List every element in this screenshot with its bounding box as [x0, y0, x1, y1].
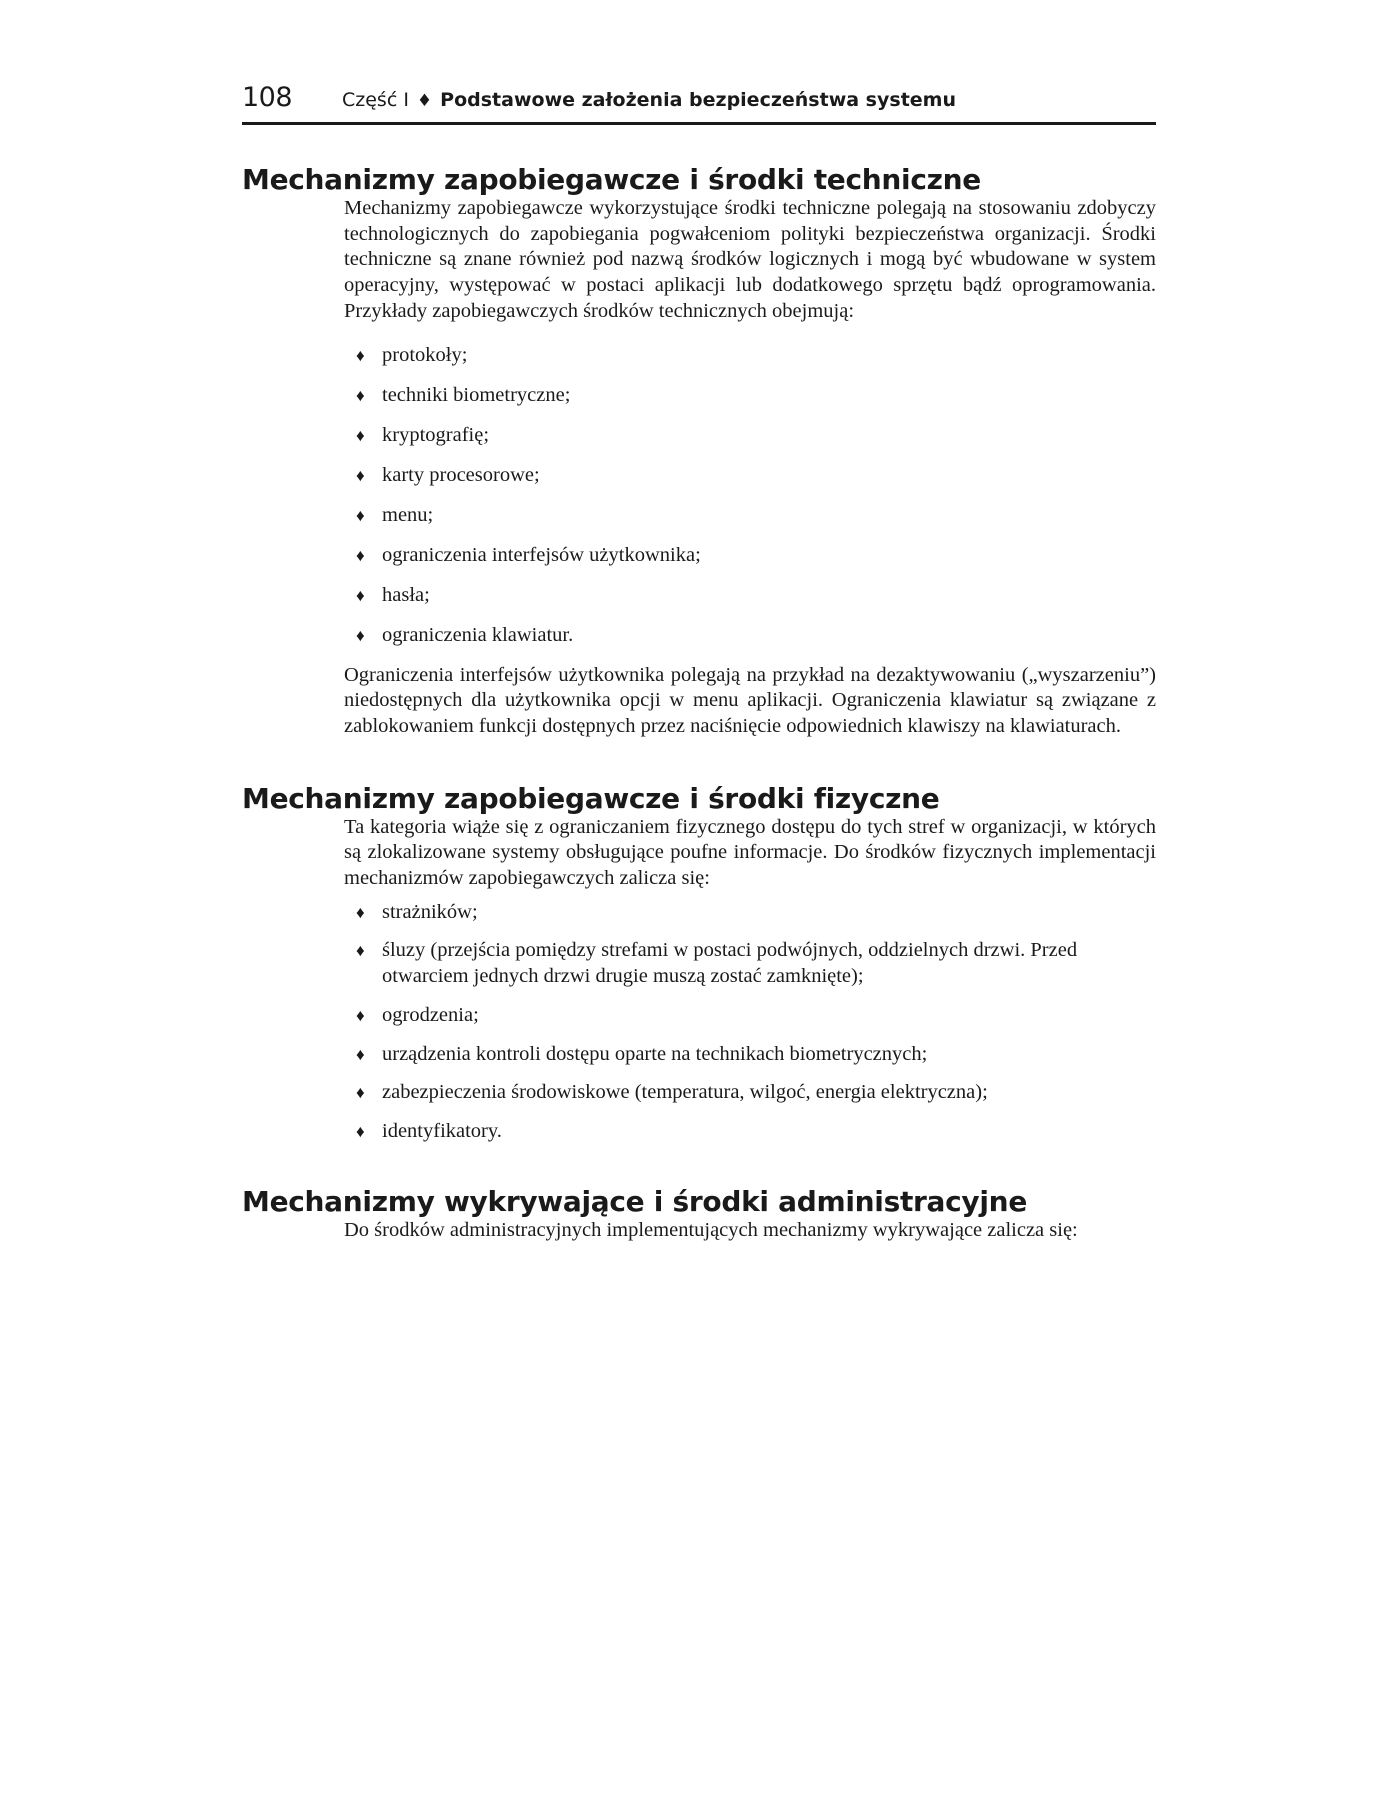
page-number: 108 — [242, 82, 293, 113]
section-heading-administrative: Mechanizmy wykrywające i środki administracyjne — [242, 1184, 1028, 1218]
diamond-bullet-icon: ♦ — [356, 1121, 365, 1141]
paragraph: Do środków administracyjnych implementujących mechanizmy wykrywające zalicza się: — [344, 1218, 1078, 1241]
list-item — [344, 1119, 1156, 1145]
list-item-text: urządzenia kontroli dostępu oparte na technikach biometrycznych; — [382, 1042, 928, 1065]
list-item-text: identyfikatory. — [382, 1119, 502, 1142]
diamond-bullet-icon: ♦ — [356, 941, 365, 961]
list-item-text: kryptografię; — [382, 423, 490, 446]
section-body-administrative — [344, 1218, 1156, 1244]
paragraph: Ta kategoria wiąże się z ograniczaniem fizycznego dostępu do tych stref w organizacji, w których są zlokalizowane systemy obsługujące poufne informacje. Do środków fizycznych implementacji mechanizmów zapobiegawczych zalicza się: — [344, 815, 1156, 890]
running-title: Podstawowe założenia bezpieczeństwa systemu — [440, 89, 956, 111]
list-item — [344, 938, 1156, 989]
list-item-text: strażników; — [382, 900, 478, 923]
list-item — [344, 583, 1156, 609]
section-heading-technical: Mechanizmy zapobiegawcze i środki techniczne — [242, 163, 981, 196]
running-header — [242, 82, 1156, 125]
list-item — [344, 343, 1156, 369]
list-item-text: śluzy (przejścia pomiędzy strefami w postaci podwójnych, oddzielnych drzwi. Przed otwarciem jednych drzwi drugie muszą zostać zamknięte); — [382, 939, 1078, 988]
list-item — [344, 463, 1156, 489]
diamond-bullet-icon: ♦ — [356, 545, 365, 565]
diamond-bullet-icon: ♦ — [356, 465, 365, 485]
diamond-bullet-icon: ♦ — [356, 1044, 365, 1064]
diamond-bullet-icon: ♦ — [356, 1083, 365, 1103]
list-item — [344, 1042, 1156, 1068]
list-item-text: zabezpieczenia środowiskowe (temperatura, wilgoć, energia elektryczna); — [382, 1081, 988, 1104]
list-item — [344, 1080, 1156, 1106]
part-label: Część I — [342, 89, 409, 111]
list-item-text: ograniczenia klawiatur. — [382, 623, 574, 646]
list-item-text: menu; — [382, 503, 434, 526]
diamond-bullet-icon: ♦ — [356, 585, 365, 605]
list-item — [344, 503, 1156, 529]
diamond-separator-icon: ♦ — [416, 91, 433, 111]
diamond-bullet-icon: ♦ — [356, 902, 365, 922]
section-heading-physical: Mechanizmy zapobiegawcze i środki fizyczne — [242, 781, 940, 815]
diamond-bullet-icon: ♦ — [356, 1005, 365, 1025]
book-page — [242, 82, 1156, 1243]
diamond-bullet-icon: ♦ — [356, 425, 365, 445]
diamond-bullet-icon: ♦ — [356, 505, 365, 525]
list-item — [344, 623, 1156, 649]
diamond-bullet-icon: ♦ — [356, 385, 365, 405]
diamond-bullet-icon: ♦ — [356, 345, 365, 365]
diamond-bullet-icon: ♦ — [356, 625, 365, 645]
list-item-text: ogrodzenia; — [382, 1003, 479, 1026]
list-item-text: karty procesorowe; — [382, 463, 540, 486]
list-item — [344, 1003, 1156, 1029]
paragraph: Mechanizmy zapobiegawcze wykorzystujące środki techniczne polegają na stosowaniu zdobyczy technologicznych do zapobiegania pogwałceniom polityki bezpieczeństwa organizacji. Środki techniczne są znane również pod nazwą środków logicznych i mogą być wbudowane w system operacyjny, występować w postaci aplikacji lub dodatkowego sprzętu bądź oprogramowania. Przykłady zapobiegawczych środków technicznych obejmują: — [344, 197, 1156, 322]
list-item — [344, 543, 1156, 569]
section-body-technical — [344, 196, 1156, 740]
list-item-text: ograniczenia interfejsów użytkownika; — [382, 543, 701, 566]
list-item — [344, 383, 1156, 409]
bullet-list — [344, 343, 1156, 649]
bullet-list — [344, 900, 1156, 1145]
list-item-text: hasła; — [382, 583, 430, 606]
list-item — [344, 900, 1156, 926]
paragraph: Ograniczenia interfejsów użytkownika polegają na przykład na dezaktywowaniu („wyszarzeniu”) niedostępnych dla użytkownika opcji w menu aplikacji. Ograniczenia klawiatur są związane z zablokowaniem funkcji dostępnych przez naciśnięcie odpowiednich klawiszy na klawiaturach. — [344, 663, 1156, 737]
section-body-physical — [344, 815, 1156, 1145]
list-item-text: techniki biometryczne; — [382, 383, 571, 406]
list-item-text: protokoły; — [382, 343, 468, 366]
list-item — [344, 423, 1156, 449]
